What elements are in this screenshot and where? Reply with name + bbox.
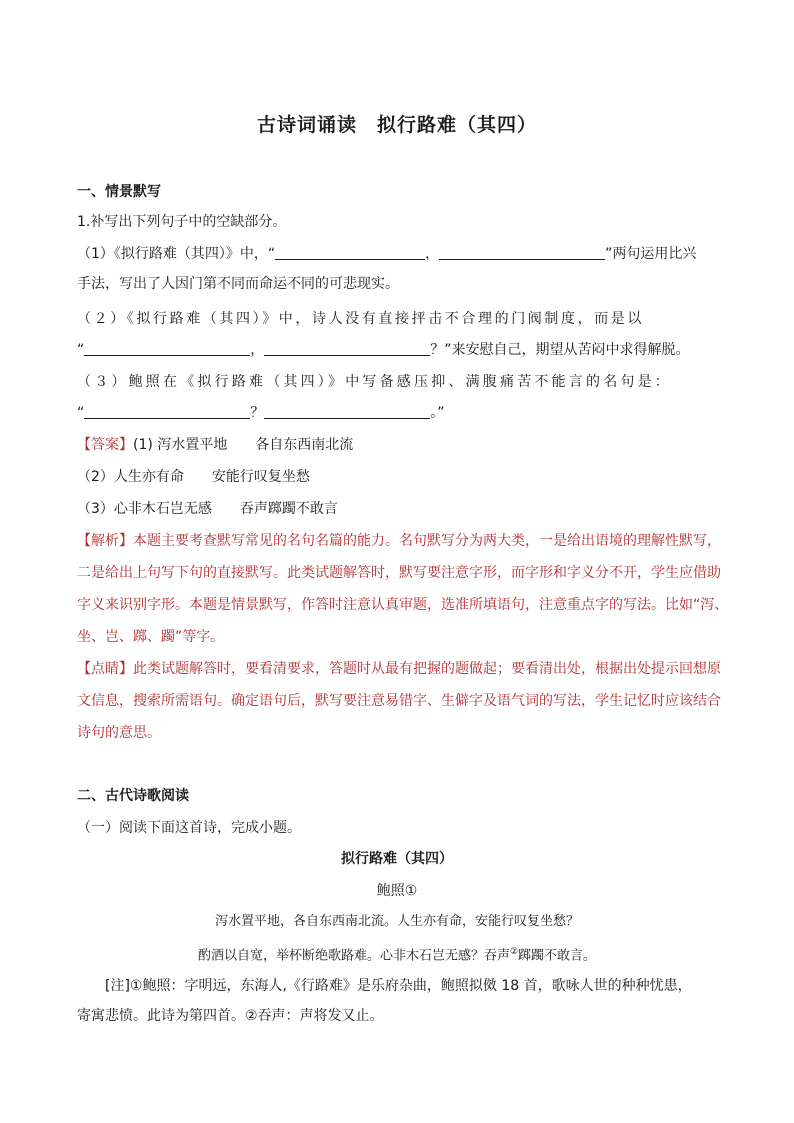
- answer-blank[interactable]: [84, 404, 250, 419]
- poem-title: 拟行路难（其四）: [341, 851, 453, 867]
- answer-3: （3）心非木石岂无感 吞声踯躅不敢言: [77, 501, 338, 517]
- question-1-1-text-a: （1）《拟行路难（其四）》中，“: [77, 246, 276, 262]
- comma: ，: [250, 342, 265, 358]
- section-heading-2: 二、古代诗歌阅读: [77, 788, 189, 804]
- tip-line-2: 文信息，搜索所需语句。确定语句后，默写要注意易错字、生僻字及语气词的写法，学生记忆时应该结合: [77, 693, 721, 709]
- question-1-2-end: ？”来安慰自己，期望从苦闷中求得解脱。: [430, 342, 690, 358]
- poem-author: 鲍照①: [376, 883, 418, 899]
- answer-blank[interactable]: [264, 404, 430, 419]
- poem-line-2: [0, 942, 794, 966]
- poem-line-2-b: 踯躅不敢言。: [518, 948, 597, 964]
- footnote-marker: ②: [509, 947, 519, 957]
- note-line-1: [注]①鲍照：字明远，东海人,《行路难》是乐府杂曲，鲍照拟傚 18 首，歌咏人世的种种忧患，: [105, 978, 692, 994]
- question-mark: ？: [250, 405, 265, 421]
- question-1-3-blanks: [77, 403, 722, 423]
- tip-line-3: 诗句的意思。: [77, 725, 161, 741]
- analysis-line-3: 字义来识别字形。本题是情景默写，作答时注意认真审题，选准所填语句，注意重点字的写法。比如“泻、: [77, 597, 729, 613]
- answer-1: (1) 泻水置平地 各自东西南北流: [133, 437, 354, 453]
- analysis-line-2: 二是给出上句写下句的直接默写。此类试题解答时，默写要注意字形，而字形和字义分不开，学生应借助: [77, 565, 721, 581]
- analysis-line-1: [77, 531, 722, 551]
- question-1-3-end: 。”: [430, 405, 445, 421]
- answer-blank[interactable]: [275, 245, 425, 260]
- analysis-tag: 【解析】: [77, 533, 133, 549]
- page-title: 古诗词诵读 拟行路难（其四）: [256, 114, 537, 136]
- tip-text-1: 此类试题解答时，要看清要求，答题时从最有把握的题做起；要看清出处，根据出处提示回想原: [133, 661, 721, 677]
- open-quote: “: [77, 405, 85, 421]
- question-1-1-comma: ，: [425, 246, 440, 262]
- question-1-3-line: （３）鲍照在《拟行路难（其四）》中写备感压抑、满腹痛苦不能言的名句是：: [77, 374, 672, 390]
- answer-line-1: [77, 435, 722, 455]
- tip-tag: 【点睛】: [77, 661, 133, 677]
- note-line-2: 寄寓悲愤。此诗为第四首。②吞声：声将发又止。: [77, 1008, 384, 1024]
- analysis-line-4: 坐、岂、踯、躅”等字。: [77, 629, 225, 645]
- answer-2: （2）人生亦有命 安能行叹复坐愁: [77, 469, 310, 485]
- answer-blank[interactable]: [84, 341, 250, 356]
- question-1-1-cont: 手法，写出了人因门第不同而命运不同的可悲现实。: [77, 276, 399, 292]
- question-1-2-line: （２）《拟行路难（其四）》中，诗人没有直接抨击不合理的门阀制度，而是以: [77, 311, 644, 327]
- section-heading-1: 一、情景默写: [77, 184, 161, 200]
- answer-tag: 【答案】: [77, 437, 133, 453]
- answer-blank[interactable]: [439, 245, 605, 260]
- tip-line-1: [77, 659, 722, 679]
- question-1-1-line: [77, 244, 722, 264]
- question-1-2-blanks: [77, 340, 722, 360]
- answer-blank[interactable]: [264, 341, 430, 356]
- open-quote: “: [77, 342, 85, 358]
- reading-intro: （一）阅读下面这首诗，完成小题。: [77, 820, 301, 836]
- question-1-1-text-b: ”两句运用比兴: [605, 246, 697, 262]
- poem-line-1: 泻水置平地，各自东西南北流。人生亦有命，安能行叹复坐愁？: [214, 914, 579, 929]
- question-intro: 1.补写出下列句子中的空缺部分。: [77, 214, 287, 230]
- poem-line-2-a: 酌酒以自宽，举杯断绝歌路难。心非木石岂无感？吞声: [197, 948, 510, 964]
- analysis-text-1: 本题主要考查默写常见的名句名篇的能力。名句默写分为两大类，一是给出语境的理解性默写，: [133, 533, 721, 549]
